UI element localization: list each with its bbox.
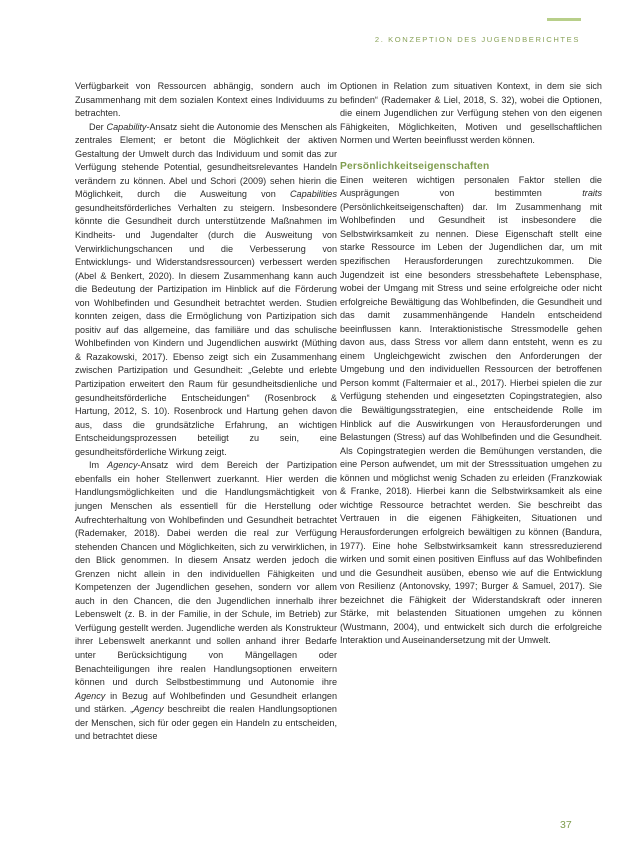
- term-agency: Agency: [133, 704, 164, 715]
- term-capabilities: Capabilities: [289, 189, 337, 200]
- left-paragraph-agency: [75, 459, 337, 743]
- left-column: [75, 80, 337, 744]
- left-paragraph-1: Verfügbarkeit von Ressourcen abhängig, sondern auch im Zusammenhang mit dem sozialen Kontext eines Individuums zu betrachten.: [75, 81, 337, 119]
- right-paragraph-1: Optionen in Relation zum situativen Kontext, in dem sie sich befinden“ (Rademaker & Liel, 2018, S. 32), wobei die Optionen, die einem Jugendlichen zur Verfügung stehen von den eigenen Fähigkeiten, Möglichkeiten, Motiven und gesellschaftlichen Normen und Werten beeinflusst werden können.: [340, 81, 602, 146]
- text-segment: -Ansatz sieht die Autonomie des Menschen als zentrales Element; er betont die Möglichkeit der aktiven Gestaltung der Umwelt durch das Individuum und somit das zur Verfügung stehende Potential, gesundheitsrelevantes Handeln verändern zu können. Abel und Schori (2009) sehen hierin die Möglichkeit, durch die Ausweitung von: [75, 121, 337, 200]
- text-segment: -Ansatz wird dem Bereich der Partizipation ebenfalls ein hoher Stellenwert zuerkannt. Hier werden die Handlungsmöglichkeiten und die Handlungsmächtigkeit von jungen Menschen als essentiell für die Herstellung oder Aufrechterhaltung von Wohlbefinden und Gesundheit betrachtet (Rademaker, 2018). Dabei werden die real zur Verfügung stehenden Chancen und Möglichkeiten, sich zu verwirklichen, in den Blick genommen. In diesem Ansatz werden jedoch die Grenzen nicht allein in den individuellen Fähigkeiten und Kompetenzen der Jugendlichen gesehen, sondern vor allem auch in den Chancen, die den Jugendlichen innerhalb ihrer Lebenswelt (z. B. in der Familie, in der Schule, im Betrieb) zur Verfügung gestellt werden. Jugendliche werden als Konstrukteur ihrer Lebenswelt anerkannt und sollen anhand ihrer Bedarfe unter Berücksichtigung von Mängellagen oder Benachteiligungen ihre realen Handlungsoptionen erweitern können und durch Selbstbestimmung und Autonomie ihre: [75, 460, 337, 688]
- term-capability: Capability: [106, 121, 147, 132]
- text-segment: gesundheitsförderliches Verhalten zu steigern. Insbesondere könnte die Gesundheit durch unterstützende Maßnahmen im Kindheits- und Jugendalter (durch die Ausweitung von Verwirklichungschancen und die Verbesserung von Entwicklungs- und Widerstandsressourcen) verbessert werden (Abel & Benkert, 2020). In diesem Zusammenhang kann auch die Bedeutung der Partizipation im Hinblick auf die Förderung von Wohlbefinden und Gesundheit betrachtet werden. Studien konnten zeigen, dass die Ermöglichung von Partizipation sich positiv auf das allgemeine, das familiäre und das schulische Wohlbefinden von Kindern und Jugendlichen auswirkt (Müthing & Razakowski, 2017). Ebenso zeigt sich ein Zusammenhang zwischen Partizipation und Gesundheit: „Gelebte und erlebte Partizipation erweitert den Raum für gesundheitsdienliche und gesundheitsförderliche Entscheidungen“ (Rosenbrock & Hartung, 2012, S. 10). Rosenbrock und Hartung gehen davon aus, dass die grundsätzliche Erfahrung, an wichtigen Entscheidungsprozessen beteiligt zu sein, eine gesundheitsförderliche Wirkung zeigt.: [75, 202, 337, 457]
- text-segment: in Bezug auf Wohlbefinden und Gesundheit erlangen und stärken. „: [75, 690, 337, 715]
- text-segment: (Persönlichkeitseigenschaften) dar. Im Zusammenhang mit Wohlbefinden und Gesundheit ist insbesondere die Selbstwirksamkeit zu nennen. Diese Eigenschaft stellt eine starke Ressource im Leben der Jugendlichen dar, um mit spezifischen Herausforderungen zurechtzukommen. Die Jugendzeit ist eine besonders stressbehaftete Lebensphase, wobei der Umgang mit Stress und seine erfolgreiche oder nicht erfolgreiche Bewältigung das Wohlbefinden, die Gesundheit und das damit zusammenhängende Handeln entscheidend beeinflussen kann. Interaktionistische Stressmodelle gehen davon aus, dass Stress vor allem dann entsteht, wenn es zu einem Ungleichgewicht zwischen den Anforderungen der Umgebung und den individuellen Ressourcen der betroffenen Person kommt (Faltermaier et al., 2017). Hierbei spielen die zur Verfügung stehenden und eingesetzten Copingstrategien, also die Bewältigungsstrategien, eine entscheidende Rolle im Hinblick auf die Auswirkungen von Herausforderungen und Belastungen (Stress) auf das Wohlbefinden und die Gesundheit. Als Copingstrategien werden die Bemühungen verstanden, die eine Person aufwendet, um mit der Stresssituation umgehen zu können und möglichst wenig Schaden zu erleiden (Franzkowiak & Franke, 2018). Hierbei kann die Selbstwirksamkeit als eine wichtige Ressource betrachtet werden. Sie beschreibt das Vertrauen in die eigenen Fähigkeiten, Situationen und Herausforderungen erfolgreich bewältigen zu können (Bandura, 1977). Eine hohe Selbstwirksamkeit kann stressreduzierend wirken und somit einen positiven Einfluss auf das Wohlbefinden und die Gesundheit ausüben, ebenso wie auf die Entwicklung von Resilienz (Antonovsky, 1997; Burger & Samuel, 2017). Sie bezeichnet die Fähigkeit der Widerstandskraft oder inneren Stärke, mit belastenden Situationen umgehen zu können (Wustmann, 2004), und entwickelt sich durch die erfolgreiche Interaktion und Auseinandersetzung mit der Umwelt.: [340, 201, 602, 646]
- text-segment: Einen weiteren wichtigen personalen Faktor stellen die Ausprägungen von bestimmten: [340, 174, 602, 199]
- term-agency: Agency: [75, 690, 106, 701]
- left-paragraph-capability: [75, 121, 337, 460]
- term-traits: traits: [582, 188, 602, 199]
- text-segment: Im: [89, 460, 108, 471]
- term-agency: Agency: [107, 460, 138, 471]
- section-heading: Persönlichkeitseigenschaften: [340, 160, 490, 172]
- right-column: [340, 80, 602, 648]
- text-segment: Der: [89, 121, 107, 132]
- right-paragraph-traits: [340, 174, 602, 648]
- chapter-title: 2. KONZEPTION DES JUGENDBERICHTES: [374, 35, 580, 44]
- header-accent-bar: [547, 18, 581, 21]
- page-number: 37: [560, 819, 572, 831]
- text-segment: beschreibt die realen Handlungsoptionen der Menschen, sich für oder gegen ein Handeln zu entscheiden, und betrachtet diese: [75, 704, 337, 742]
